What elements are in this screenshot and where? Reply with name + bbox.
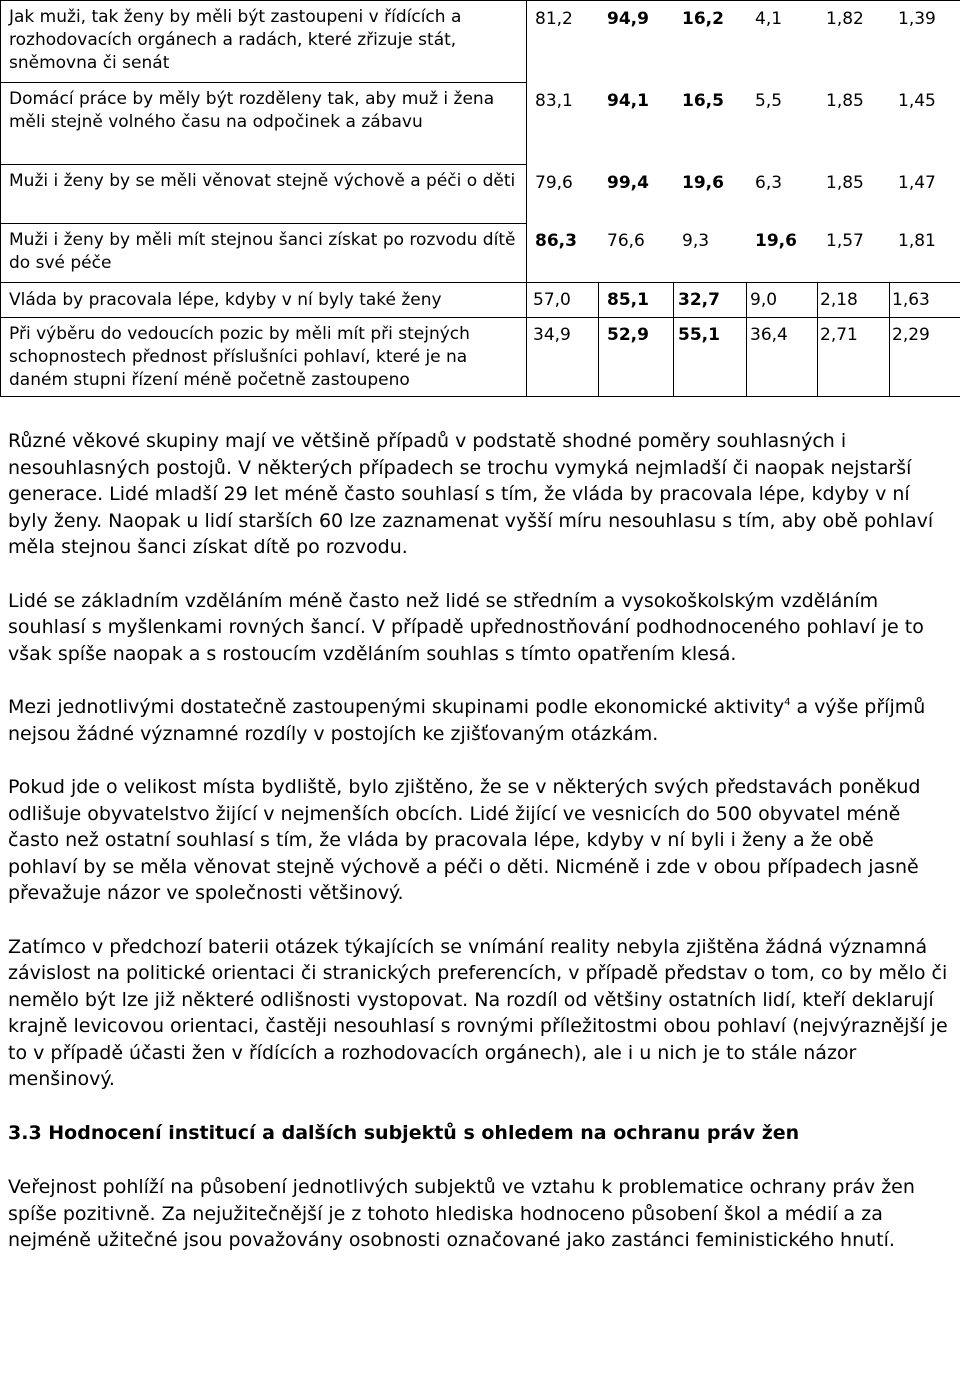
paragraph: Veřejnost pohlíží na působení jednotlivých subjektů ve vztahu k problematice ochrany práv žen spíše pozitivně. Za nejužitečnější je z tohoto hlediska hodnoceno působení škol a médií a za nejméně užitečné jsou považovány osobnosti označované jako zastánci feministického hnutí. [8,1176,915,1251]
value-cell: 5,5 [755,91,783,111]
value-cell: 6,3 [755,173,783,193]
value-cell: 2,18 [818,283,890,318]
value-cell: 94,9 [607,9,649,29]
body-text [8,428,948,1281]
value-cell: 1,39 [898,9,936,29]
value-cell: 16,2 [682,9,724,29]
values-line [535,90,960,172]
paragraph: Lidé se základním vzděláním méně často než lidé se středním a vysokoškolským vzděláním souhlasí s myšlenkami rovných šancí. V případě upřednostňování podhodnoceného pohlaví je to však spíše naopak a s rostoucím vzděláním souhlas s tímto opatřením klesá. [8,589,924,665]
table-row [1,1,960,83]
row-label: Muži i ženy by měli mít stejnou šanci získat po rozvodu dítě do své péče [1,224,527,283]
value-cell: 76,6 [607,231,645,251]
value-cell: 79,6 [535,173,573,193]
value-cell: 1,85 [826,91,864,111]
row-label: Muži i ženy by se měli věnovat stejně výchově a péči o děti [1,165,527,224]
value-cell: 2,71 [818,318,890,397]
row-label: Při výběru do vedoucích pozic by měli mít při stejných schopnostech přednost příslušníci pohlaví, které je na daném stupni řízení méně početně zastoupeno [1,318,527,397]
row-label: Vláda by pracovala lépe, kdyby v ní byly také ženy [1,283,527,318]
value-cell: 81,2 [535,9,573,29]
value-cell: 94,1 [607,91,649,111]
value-cell: 55,1 [674,318,747,397]
value-cell: 85,1 [599,283,674,318]
footnote-ref[interactable]: 4 [784,697,791,708]
value-cell: 2,29 [890,318,960,397]
value-cell: 83,1 [535,91,573,111]
value-cell: 1,85 [826,173,864,193]
value-cell: 34,9 [527,318,599,397]
paragraph [8,694,948,747]
value-cell: 16,5 [682,91,724,111]
value-cell: 9,0 [747,283,818,318]
paragraph-text: Mezi jednotlivými dostatečně zastoupenými skupinami podle ekonomické aktivity [8,696,785,718]
value-cell: 1,57 [826,231,864,251]
values-line [535,172,960,230]
value-cell: 32,7 [674,283,747,318]
values-line [535,230,960,253]
rows-block [1,1,960,397]
paragraph: Pokud jde o velikost místa bydliště, bylo zjištěno, že se v některých svých představách poněkud odlišuje obyvatelstvo žijící v nejmenších obcích. Lidé žijící ve vesnicích do 500 obyvatel méně často než ostatní souhlasí s tím, že vláda by pracovala lépe, kdyby v ní byli i ženy a že obě pohlaví by se měla věnovat stejně výchově a péči o děti. Nicméně i zde v obou případech jasně převažuje názor ve společnosti většinový. [8,776,921,904]
values-block [527,1,960,283]
value-cell: 1,82 [826,9,864,29]
paragraph: Zatímco v předchozí baterii otázek týkajících se vnímání reality nebyla zjištěna žádná významná závislost na politické orientaci či stranických preferencích, v případě představ o tom, co by mělo či nemělo být lze již některé odlišnosti vystopovat. Na rozdíl od většiny ostatních lidí, kteří deklarují krajně levicovou orientaci, častěji nesouhlasí s rovnými příležitostmi obou pohlaví (nejvýraznější je to v případě účasti žen v řídících a rozhodovacích orgánech), ale i u nich je to stále názor menšinový. [8,935,948,1090]
value-cell: 1,63 [890,283,960,318]
paragraph-text: a výše příjmů nejsou žádné významné rozdíly v postojích ke zjišťovaným otázkám. [8,696,926,745]
table-row [1,318,960,397]
value-cell: 52,9 [599,318,674,397]
value-cell: 4,1 [755,9,783,29]
row-label: Jak muži, tak ženy by měli být zastoupeni v řídících a rozhodovacích orgánech a radách, které zřizuje stát, sněmovna či senát [1,1,527,83]
paragraph: Různé věkové skupiny mají ve většině případů v podstatě shodné poměry souhlasných i nesouhlasných postojů. V některých případech se trochu vymyká nejmladší či naopak nejstarší generace. Lidé mladší 29 let méně často souhlasí s tím, že vláda by pracovala lépe, kdyby v ní byly ženy. Naopak u lidí starších 60 lze zaznamenat vyšší míru nesouhlasu s tím, aby obě pohlaví měla stejnou šanci získat dítě po rozvodu. [8,430,934,558]
value-cell: 1,81 [898,231,936,251]
value-cell: 1,45 [898,91,936,111]
value-cell: 99,4 [607,173,649,193]
results-table [0,0,960,397]
value-cell: 19,6 [682,173,724,193]
values-line [535,8,960,90]
value-cell: 9,3 [682,231,710,251]
value-cell: 19,6 [755,231,797,251]
value-cell: 57,0 [527,283,599,318]
value-cell: 1,47 [898,173,936,193]
section-heading: 3.3 Hodnocení institucí a dalších subjektů s ohledem na ochranu práv žen [8,1121,800,1144]
row-label: Domácí práce by měly být rozděleny tak, aby muž i žena měli stejně volného času na odpočinek a zábavu [1,83,527,165]
table-row [1,283,960,318]
value-cell: 36,4 [747,318,818,397]
value-cell: 86,3 [535,231,577,251]
